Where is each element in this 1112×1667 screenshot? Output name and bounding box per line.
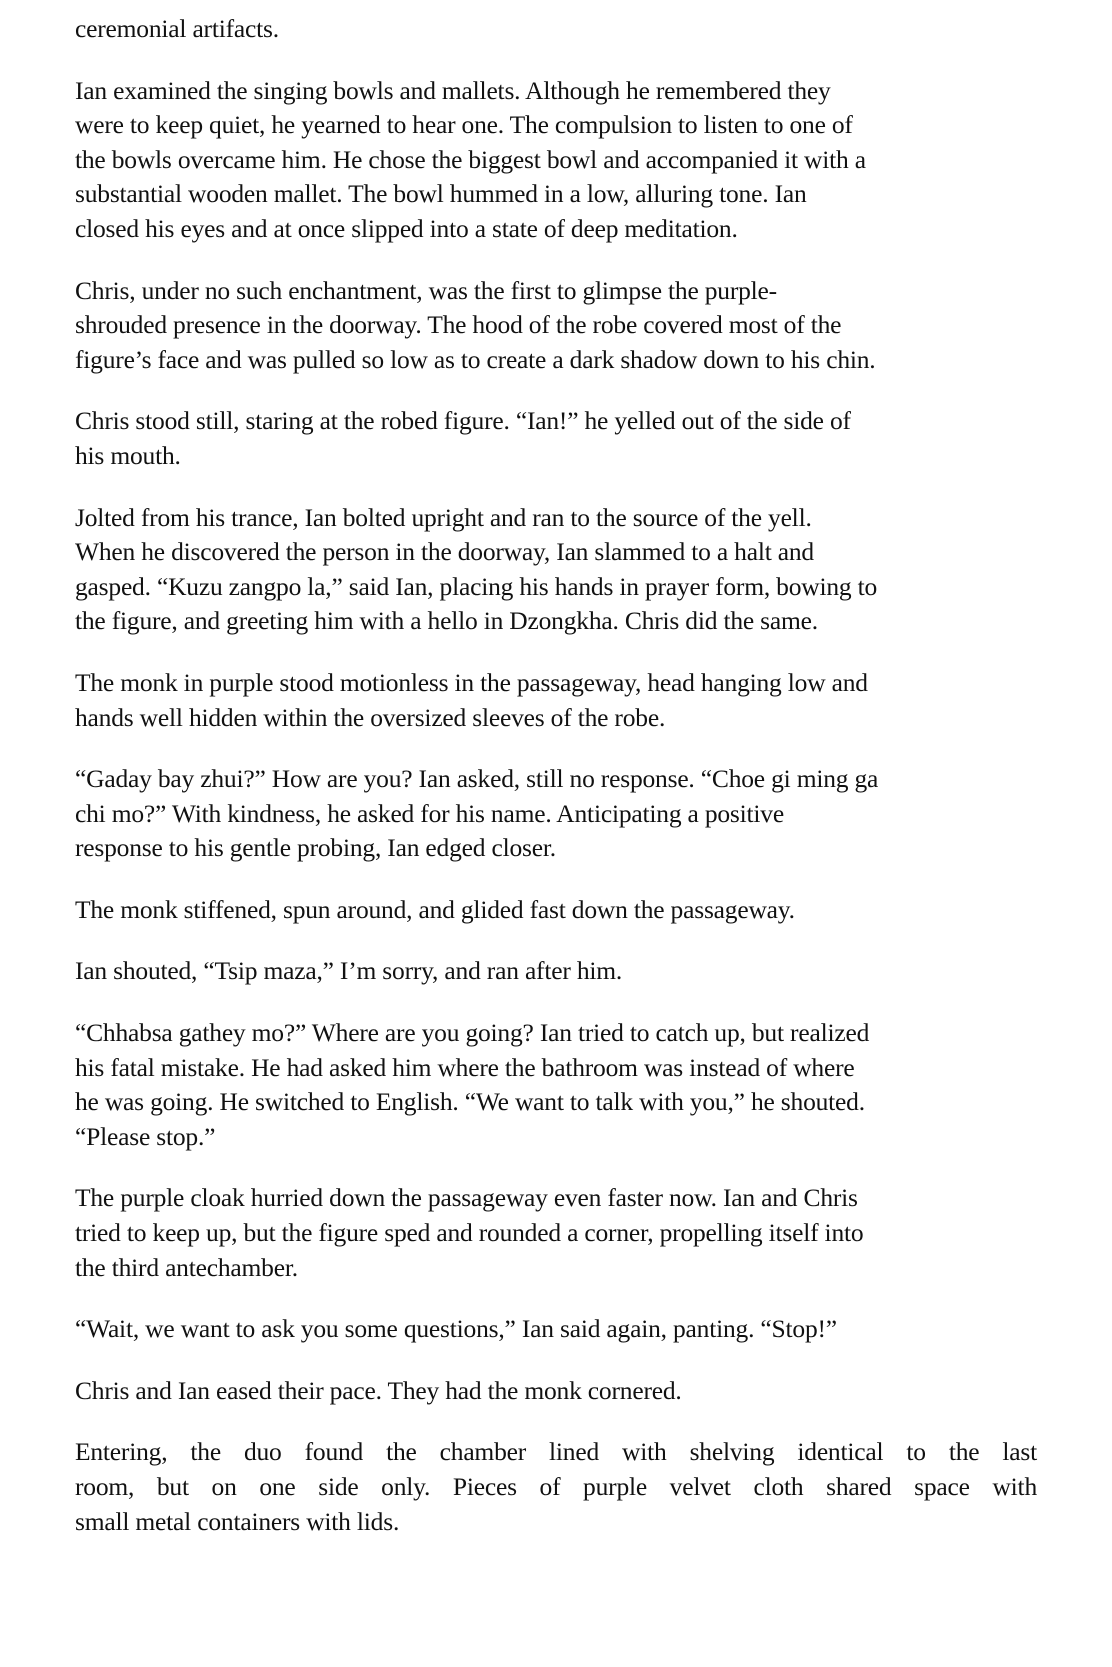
- paragraph: [75, 404, 1037, 473]
- text-line: Entering, the duo found the chamber lined with shelving identical to the last: [75, 1437, 1037, 1467]
- text-line: Chris and Ian eased their pace. They had the monk cornered.: [75, 1375, 682, 1405]
- paragraph: [75, 893, 1037, 928]
- text-line: gasped. “Kuzu zangpo la,” said Ian, placing his hands in prayer form, bowing to: [75, 571, 878, 601]
- paragraph: [75, 501, 1037, 639]
- paragraph: [75, 1312, 1037, 1347]
- text-line: closed his eyes and at once slipped into a state of deep meditation.: [75, 213, 738, 243]
- paragraph: [75, 1374, 1037, 1409]
- text-line: room, but on one side only. Pieces of purple velvet cloth shared space with: [75, 1472, 1037, 1501]
- text-line: he was going. He switched to English. “We want to talk with you,” he shouted.: [75, 1087, 865, 1117]
- text-line: substantial wooden mallet. The bowl hummed in a low, alluring tone. Ian: [75, 179, 807, 209]
- text-line: Ian shouted, “Tsip maza,” I’m sorry, and ran after him.: [75, 956, 623, 986]
- text-line: his mouth.: [75, 440, 181, 470]
- text-line: Chris stood still, staring at the robed figure. “Ian!” he yelled out of the side of: [75, 406, 851, 436]
- text-line: his fatal mistake. He had asked him where the bathroom was instead of where: [75, 1052, 855, 1082]
- text-line: shrouded presence in the doorway. The hood of the robe covered most of the: [75, 310, 842, 340]
- text-line: “Please stop.”: [75, 1121, 216, 1151]
- paragraph: [75, 1435, 1037, 1539]
- paragraph: [75, 1016, 1037, 1154]
- text-line: “Chhabsa gathey mo?” Where are you going? Ian tried to catch up, but realized: [75, 1018, 870, 1048]
- text-line: small metal containers with lids.: [75, 1506, 400, 1536]
- text-line: the figure, and greeting him with a hello in Dzongkha. Chris did the same.: [75, 606, 818, 636]
- text-line: Chris, under no such enchantment, was the first to glimpse the purple-: [75, 275, 777, 305]
- text-line: “Gaday bay zhui?” How are you? Ian asked, still no response. “Choe gi ming ga: [75, 764, 879, 794]
- text-line: Jolted from his trance, Ian bolted upright and ran to the source of the yell.: [75, 502, 812, 532]
- paragraph: [75, 954, 1037, 989]
- document-page: [75, 12, 1037, 1566]
- text-line: The monk in purple stood motionless in the passageway, head hanging low and: [75, 667, 868, 697]
- paragraph: [75, 1181, 1037, 1285]
- text-line: figure’s face and was pulled so low as to create a dark shadow down to his chin.: [75, 344, 876, 374]
- paragraph: [75, 666, 1037, 735]
- text-line: hands well hidden within the oversized sleeves of the robe.: [75, 702, 666, 732]
- paragraph: [75, 274, 1037, 378]
- text-line: tried to keep up, but the figure sped and rounded a corner, propelling itself into: [75, 1218, 864, 1248]
- text-line: ceremonial artifacts.: [75, 14, 279, 43]
- text-line: the third antechamber.: [75, 1252, 298, 1282]
- text-line: Ian examined the singing bowls and mallets. Although he remembered they: [75, 75, 831, 105]
- paragraph: [75, 12, 1037, 47]
- text-line: “Wait, we want to ask you some questions,” Ian said again, panting. “Stop!”: [75, 1314, 837, 1344]
- text-line: The monk stiffened, spun around, and glided fast down the passageway.: [75, 894, 795, 924]
- paragraph: [75, 74, 1037, 247]
- text-line: The purple cloak hurried down the passageway even faster now. Ian and Chris: [75, 1183, 858, 1213]
- text-line: the bowls overcame him. He chose the biggest bowl and accompanied it with a: [75, 144, 866, 174]
- text-line: When he discovered the person in the doorway, Ian slammed to a halt and: [75, 537, 814, 567]
- paragraph: [75, 762, 1037, 866]
- text-line: chi mo?” With kindness, he asked for his name. Anticipating a positive: [75, 798, 784, 828]
- text-line: were to keep quiet, he yearned to hear one. The compulsion to listen to one of: [75, 110, 853, 140]
- text-line: response to his gentle probing, Ian edged closer.: [75, 833, 556, 863]
